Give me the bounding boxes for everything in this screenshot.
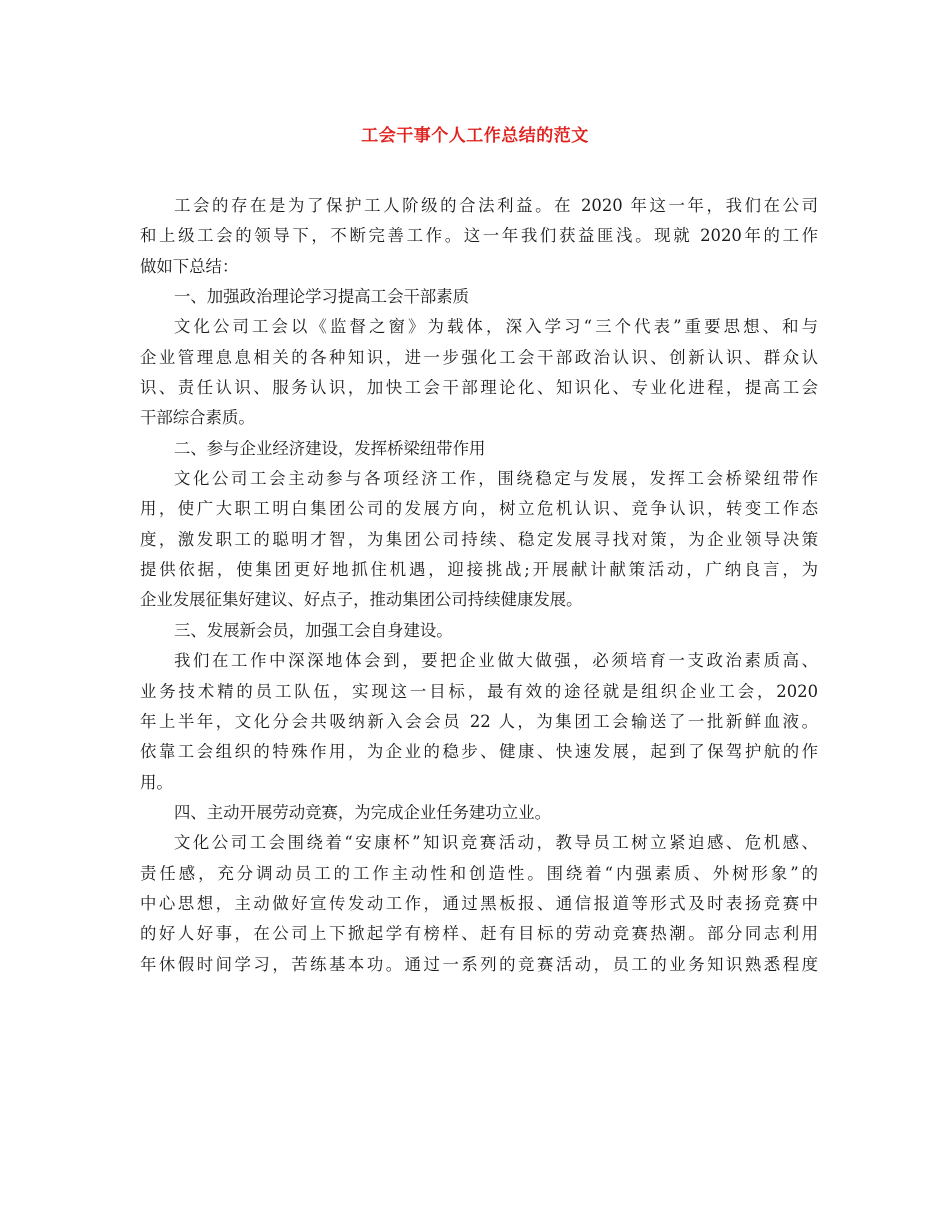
text-line: 中心思想，主动做好宣传发动工作，通过黑板报、通信报道等形式及时表扬竞赛中	[140, 893, 818, 913]
body-paragraph	[140, 464, 818, 616]
text-line: 用，使广大职工明白集团公司的发展方向，树立危机认识、竞争认识，转变工作态	[140, 499, 818, 519]
text-line: 依靠工会组织的特殊作用，为企业的稳步、健康、快速发展，起到了保驾护航的作	[140, 742, 818, 762]
body-paragraph	[140, 191, 818, 282]
text-line: 做如下总结：	[140, 256, 239, 276]
text-line: 年休假时间学习，苦练基本功。通过一系列的竞赛活动，员工的业务知识熟悉程度	[140, 954, 818, 974]
section-heading	[140, 798, 818, 828]
text-line: 我们在工作中深深地体会到，要把企业做大做强，必须培育一支政治素质高、	[174, 651, 818, 671]
text-line: 文化公司工会以《监督之窗》为载体，深入学习“三个代表”重要思想、和与	[174, 317, 818, 337]
text-line: 和上级工会的领导下，不断完善工作。这一年我们获益匪浅。现就 2020年的工作	[140, 226, 818, 246]
text-line: 的好人好事，在公司上下掀起学有榜样、赶有目标的劳动竞赛热潮。部分同志利用	[140, 924, 818, 944]
body-paragraph	[140, 646, 818, 798]
text-line: 文化公司工会围绕着“安康杯”知识竞赛活动，教导员工树立紧迫感、危机感、	[174, 833, 818, 853]
text-line: 干部综合素质。	[140, 408, 255, 428]
text-line: 提供依据，使集团更好地抓住机遇，迎接挑战;开展献计献策活动，广纳良言，为	[140, 560, 818, 580]
text-line: 用。	[140, 772, 173, 792]
section-heading	[140, 434, 818, 464]
text-line: 度，激发职工的聪明才智，为集团公司持续、稳定发展寻找对策，为企业领导决策	[140, 529, 818, 549]
text-line: 企业管理息息相关的各种知识，进一步强化工会干部政治认识、创新认识、群众认	[140, 347, 818, 367]
body-paragraph	[140, 312, 818, 433]
text-line: 业务技术精的员工队伍，实现这一目标，最有效的途径就是组织企业工会，2020	[140, 681, 818, 701]
body-paragraph	[140, 828, 818, 980]
document-body	[140, 191, 818, 980]
text-line: 三、发展新会员，加强工会自身建设。	[174, 620, 453, 640]
section-heading	[140, 616, 818, 646]
section-heading	[140, 282, 818, 312]
text-line: 企业发展征集好建议、好点子，推动集团公司持续健康发展。	[140, 590, 583, 610]
text-line: 识、责任认识、服务认识，加快工会干部理论化、知识化、专业化进程，提高工会	[140, 378, 818, 398]
text-line: 工会的存在是为了保护工人阶级的合法利益。在 2020 年这一年，我们在公司	[174, 196, 818, 215]
document-title: 工会干事个人工作总结的范文	[361, 126, 589, 146]
text-line: 四、主动开展劳动竞赛，为完成企业任务建功立业。	[174, 802, 551, 822]
text-line: 文化公司工会主动参与各项经济工作，围绕稳定与发展，发挥工会桥梁纽带作	[174, 469, 818, 489]
text-line: 责任感，充分调动员工的工作主动性和创造性。围绕着“内强素质、外树形象”的	[140, 863, 818, 883]
text-line: 年上半年，文化分会共吸纳新入会会员 22 人，为集团工会输送了一批新鲜血液。	[140, 711, 818, 731]
text-line: 二、参与企业经济建设，发挥桥梁纽带作用	[174, 438, 486, 458]
text-line: 一、加强政治理论学习提高工会干部素质	[174, 287, 470, 307]
